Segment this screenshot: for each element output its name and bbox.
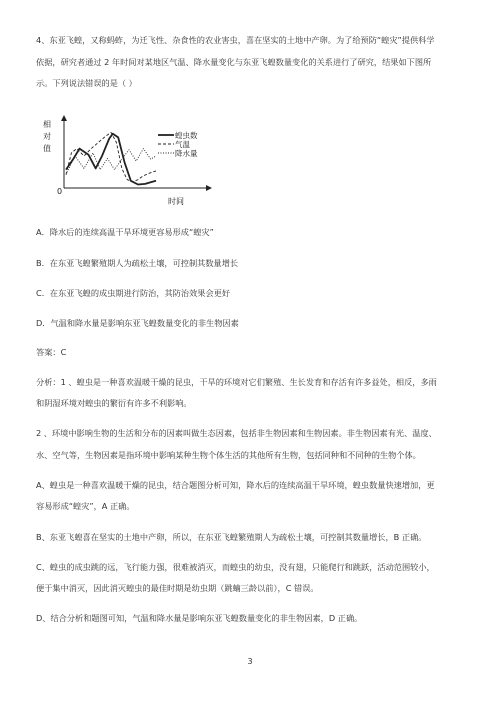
line-chart [38, 115, 218, 207]
legend-label-temperature: 气温 [175, 140, 190, 149]
series-temperature [66, 132, 156, 182]
analysis-a-line-2: 容易形成“蝗灾”，A 正确。 [36, 501, 135, 511]
x-axis-arrow [206, 185, 212, 191]
series-precipitation [66, 149, 156, 175]
y-axis-label-1: 相 [43, 120, 51, 129]
page-number: 3 [247, 657, 253, 666]
y-axis-arrow [61, 115, 67, 121]
option-c: C．在东亚飞蝗的成虫期进行防治，其防治效果会更好 [36, 288, 231, 298]
analysis-p1-line-2: 和阴湿环境对蝗虫的繁衍有许多不利影响。 [36, 398, 192, 408]
analysis-d-line-1: D、结合分析和题图可知，气温和降水量是影响东亚飞蝗数量变化的非生物因素，D 正确。 [36, 613, 363, 623]
option-d: D．气温和降水量是影响东亚飞蝗数量变化的非生物因素 [36, 318, 239, 328]
option-a: A．降水后的连续高温干旱环境更容易形成“蝗灾” [36, 227, 214, 237]
analysis-b-line-1: B、东亚飞蝗喜在坚实的土地中产卵，所以，在东亚飞蝗繁殖期人为疏松土壤，可控制其数量增长，B 正确。 [36, 532, 427, 542]
analysis-a-line-1: A、蝗虫是一种喜欢温暖干燥的昆虫，结合题图分析可知，降水后的连续高温干旱环境，蝗虫数量快速增加，更 [36, 480, 435, 490]
y-axis-label-3: 值 [43, 144, 51, 153]
origin-label: 0 [57, 187, 63, 196]
series-layer [66, 132, 156, 184]
legend-label-precipitation: 降水量 [175, 149, 198, 158]
legend [158, 130, 198, 158]
analysis-p2-line-1: 2 、环境中影响生物的生活和分布的因素叫做生态因素，包括非生物因素和生物因素。非生物因素有光、温度、 [36, 428, 437, 438]
analysis-p2-line-2: 水、空气等，生物因素是指环境中影响某种生物个体生活的其他所有生物，包括同种和不同种的生物个体。 [36, 450, 421, 460]
analysis-p1-line-1: 分析：1 、蝗虫是一种喜欢温暖干燥的昆虫，干旱的环境对它们繁殖、生长发育和存活有许多益处，相反，多雨 [36, 377, 437, 387]
analysis-c-line-2: 便于集中消灭，因此消灭蝗虫的最佳时期是幼虫期（跳蝻三龄以前），C 错误。 [36, 583, 319, 593]
y-axis-label-2: 对 [43, 132, 51, 141]
x-axis-label: 时间 [168, 197, 184, 206]
question-text-line-1: 4、东亚飞蝗，又称蚂蚱，为迁飞性、杂食性的农业害虫，喜在坚实的土地中产卵。为了给预防“蝗灾”提供科学 [36, 35, 435, 45]
option-b: B．在东亚飞蝗繁殖期人为疏松土壤，可控制其数量增长 [36, 258, 239, 268]
analysis-c-line-1: C、蝗虫的成虫跳的远，飞行能力强，很难被消灭，而蝗虫的幼虫，没有翅，只能爬行和跳跃，活动范围较小， [36, 562, 435, 572]
question-text-line-3: 示。下列说法错误的是（ ） [36, 78, 137, 88]
legend-label-locust: 蝗虫数 [175, 131, 198, 140]
answer-text: 答案：C [36, 347, 67, 357]
question-text-line-2: 依据，研究者通过 2 年时间对某地区气温、降水量变化与东亚飞蝗数量变化的关系进行了研究，结果如下图所 [36, 57, 432, 67]
